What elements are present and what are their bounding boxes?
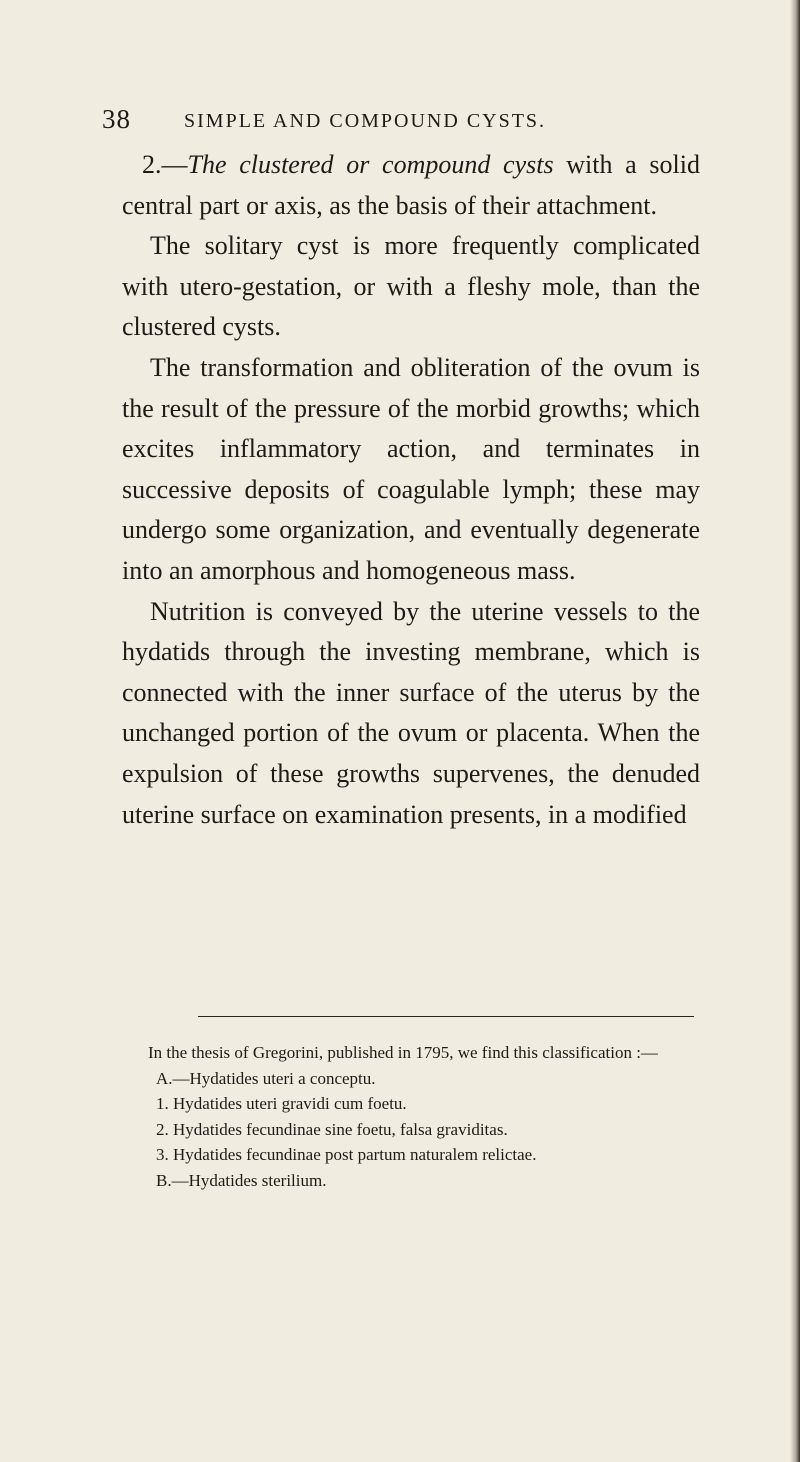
footnote — [122, 1040, 700, 1193]
footnote-item-text: 2. Hydatides fecundinae sine foetu, falsa graviditas. — [156, 1119, 508, 1139]
paragraph-4: Nutrition is conveyed by the uterine vessels to the hydatids through the investing membrane, which is connected with the inner surface of the uterus by the unchanged portion of the ovum or placenta. When the expulsion of these growths supervenes, the denuded uterine surface on examination presents, in a modified — [122, 596, 700, 829]
footnote-item-text: 3. Hydatides fecundinae post partum naturalem relictae. — [156, 1145, 537, 1164]
paragraph-1-prefix: 2.— — [142, 150, 188, 179]
paragraph-3: The transformation and obliteration of the ovum is the result of the pressure of the morbid growths; which excites inflammatory action, and terminates in successive deposits of coagulable lymph; these may undergo some organization, and eventually degenerate into an amorphous and homogeneous mass. — [122, 352, 700, 585]
footnote-class-a: A.—Hydatides uteri a conceptu. — [156, 1068, 376, 1088]
page-number: 38 — [102, 104, 131, 134]
body-text — [122, 145, 700, 835]
page-header — [100, 104, 700, 144]
footnote-item — [122, 1117, 700, 1143]
footnote-item — [122, 1142, 700, 1168]
footnote-item-text: 1. Hydatides uteri gravidi cum foetu. — [156, 1094, 407, 1113]
footnote-item — [122, 1091, 700, 1117]
footnote-class-b: B.—Hydatides sterilium. — [156, 1170, 327, 1190]
paragraph-2: The solitary cyst is more frequently complicated with utero-gestation, or with a fleshy mole, than the clustered cysts. — [122, 231, 700, 342]
footnote-intro: In the thesis of Gregorini, published in 1795, we find this classification :— — [148, 1043, 658, 1062]
paragraph-1 — [122, 145, 700, 226]
paragraph-1-italic: The clustered or compound cysts — [187, 150, 554, 179]
footnote-rule — [198, 1016, 694, 1017]
running-head: SIMPLE AND COMPOUND CYSTS. — [184, 110, 547, 132]
paragraph-1-rest: with a solid central part or axis, as the basis of their attachment. — [122, 150, 700, 220]
page-edge-shadow — [790, 0, 800, 1462]
